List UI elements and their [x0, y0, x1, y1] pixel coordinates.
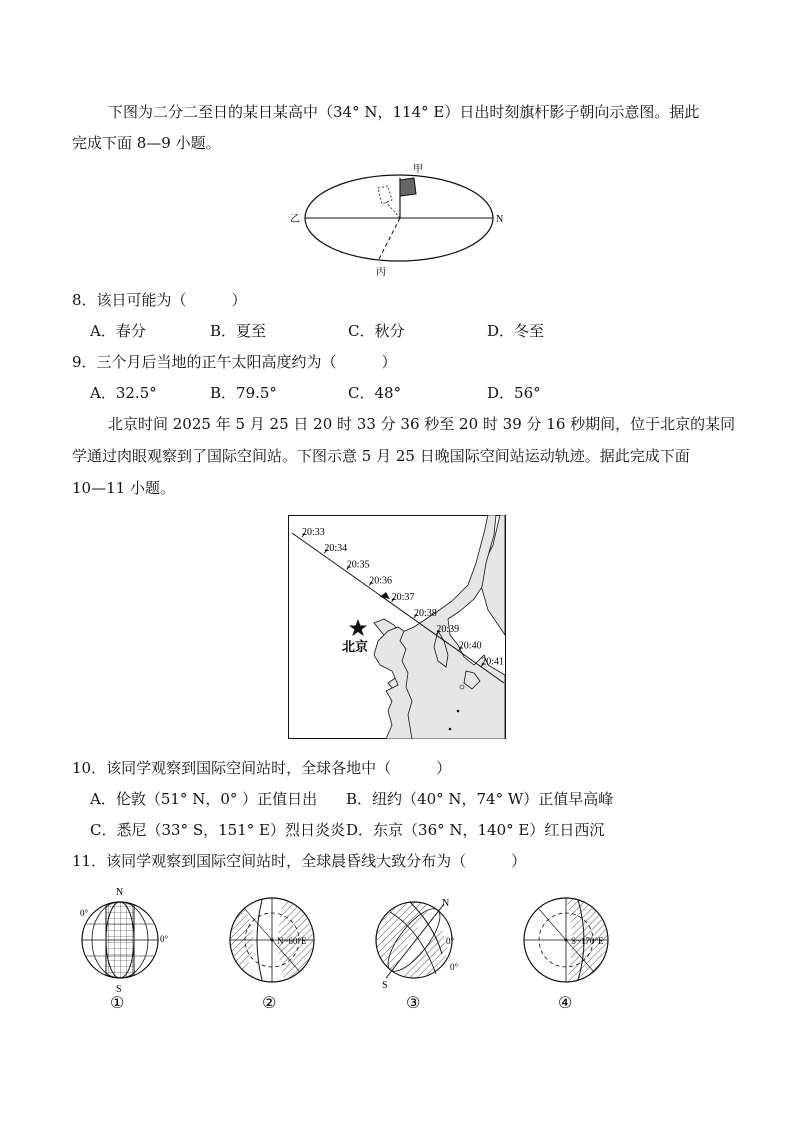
q10-option-b[interactable]: B．纽约（40° N，74° W）正值早高峰: [346, 790, 614, 808]
trajectory-time-label: 20:35: [346, 559, 370, 571]
label-bing: 丙: [376, 267, 386, 278]
g1-left0: 0°: [80, 908, 89, 918]
globe-2[interactable]: [222, 890, 322, 1014]
intro2-line2: 学通过肉眼观察到了国际空间站。下图示意 5 月 25 日晚国际空间站运动轨迹。据此完成下面: [72, 447, 690, 465]
flag-icon: [400, 178, 416, 196]
trajectory-time-label: 20:34: [324, 543, 348, 555]
g2-label: N~60°E: [277, 936, 307, 946]
q8-option-a[interactable]: A．春分: [90, 322, 146, 340]
q8-option-b[interactable]: B．夏至: [210, 322, 267, 340]
q10-option-a[interactable]: A．伦敦（51° N，0° ）正值日出: [90, 790, 318, 808]
label-jia: 甲: [413, 164, 423, 175]
q10-option-d[interactable]: D．东京（36° N，140° E）红日西沉: [346, 821, 605, 839]
g3-n: N: [442, 898, 450, 909]
g3-deg2: 0°: [450, 962, 459, 972]
trajectory-time-label: 20:41: [481, 656, 504, 668]
q9-stem: 9．三个月后当地的正午太阳高度约为（ ）: [72, 353, 397, 371]
trajectory-time-label: 20:33: [302, 527, 325, 538]
intro1-line1: 下图为二分二至日的某日某高中（34° N，114° E）日出时刻旗杆影子朝向示意图。据此: [108, 103, 700, 121]
trajectory-time-label: 20:39: [436, 624, 460, 636]
globe-1[interactable]: [72, 882, 168, 1014]
q9-option-d[interactable]: D．56°: [487, 384, 541, 402]
iss-trajectory-map: [288, 515, 506, 739]
q10-option-c[interactable]: C．悉尼（33° S，151° E）烈日炎炎: [90, 821, 345, 839]
intro2-line1: 北京时间 2025 年 5 月 25 日 20 时 33 分 36 秒至 20 时 39 分 16 秒期间，位于北京的某同: [108, 415, 736, 433]
flagpole-shadow-figure: [280, 158, 520, 280]
g1-n: N: [116, 887, 124, 898]
trajectory-time-label: 20:36: [369, 575, 392, 587]
q8-option-d[interactable]: D．冬至: [487, 322, 545, 340]
intro1-line2: 完成下面 8—9 小题。: [72, 134, 221, 152]
trajectory-time-label: 20:40: [458, 640, 482, 652]
g2-num: ②: [262, 995, 277, 1012]
g3-s: S: [382, 980, 388, 991]
g4-num: ④: [558, 995, 573, 1012]
beijing-label: 北京: [342, 639, 369, 654]
g1-num: ①: [110, 995, 125, 1012]
g3-num: ③: [406, 995, 421, 1012]
q11-stem: 11．该同学观察到国际空间站时，全球晨昏线大致分布为（ ）: [72, 852, 527, 870]
g1-right0: 0°: [160, 934, 168, 944]
q8-option-c[interactable]: C．秋分: [348, 322, 405, 340]
flag-shadow-icon: [378, 186, 392, 204]
q9-option-b[interactable]: B．79.5°: [210, 384, 277, 402]
shadow-dashed-line: [378, 218, 400, 261]
q10-stem: 10．该同学观察到国际空间站时，全球各地中（ ）: [72, 759, 452, 777]
g4-label: S~170°E: [571, 936, 604, 946]
label-n: N: [496, 214, 504, 225]
intro2-line3: 10—11 小题。: [72, 479, 175, 497]
trajectory-time-label: 20:38: [414, 608, 437, 619]
label-yi: 乙: [290, 214, 300, 225]
q9-option-a[interactable]: A．32.5°: [90, 384, 157, 402]
q9-option-c[interactable]: C．48°: [348, 384, 402, 402]
globe-3[interactable]: [370, 890, 466, 1014]
g1-s: S: [116, 984, 122, 995]
g3-deg1: 0°: [446, 936, 455, 946]
q8-stem: 8．该日可能为（ ）: [72, 291, 247, 309]
globe-4[interactable]: [518, 890, 622, 1014]
trajectory-time-label: 20:37: [391, 591, 415, 603]
